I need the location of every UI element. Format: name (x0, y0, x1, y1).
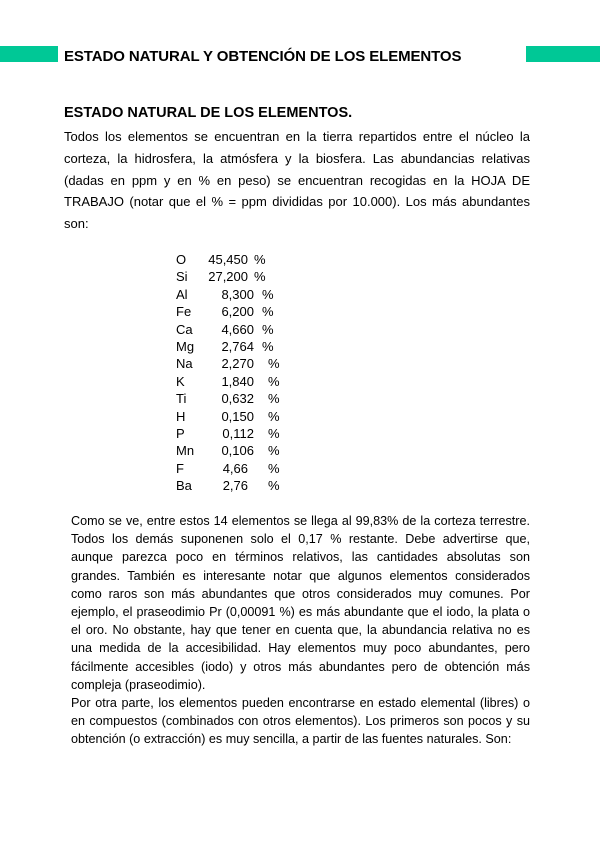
element-symbol: H (176, 408, 186, 424)
element-row (176, 251, 280, 268)
element-value: 2,270 (221, 356, 254, 372)
element-value: 2,764 (221, 339, 254, 355)
body-text (71, 512, 530, 749)
element-row (176, 460, 280, 477)
element-unit: % (268, 443, 280, 459)
element-abundance-list (176, 251, 280, 495)
element-value: 0,150 (221, 408, 254, 424)
element-unit: % (262, 339, 274, 355)
header-accent-bar-left (0, 46, 58, 62)
element-unit: % (268, 356, 280, 372)
element-value: 6,200 (221, 304, 254, 320)
element-symbol: Ti (176, 391, 187, 407)
element-row (176, 268, 280, 285)
element-row (176, 408, 280, 425)
paragraph: Como se ve, entre estos 14 elementos se llega al 99,83% de la corteza terrestre. Todos los demás suponenen solo el 0,17 % restante. Debe advertirse que, aunque parezca poco en términos relativos, las cantidades absolutas son grandes. También es interesante notar que algunos elementos considerados como raros son más abundantes que otros considerados muy comunes. Por ejemplo, el praseodimio Pr (0,00091 %) es más abundante que el iodo, la plata o el oro. No obstante, hay que tener en cuenta que, la abundancia relativa no es una medida de la accesibilidad. Hay elementos muy poco abundantes, pero fácilmente accesibles (iodo) y otros más abundantes pero de obtención más compleja (praseodimio). (71, 514, 530, 692)
element-unit: % (262, 321, 274, 337)
element-row (176, 373, 280, 390)
element-symbol: O (176, 252, 187, 267)
element-unit: % (268, 460, 280, 476)
element-row (176, 425, 280, 442)
element-symbol: Fe (176, 304, 192, 320)
element-unit: % (262, 286, 274, 302)
element-row (176, 390, 280, 407)
element-symbol: Al (176, 286, 188, 302)
paragraph: Por otra parte, los elementos pueden encontrarse en estado elemental (libres) o en compuestos (combinados con otros elementos). Los primeros son pocos y su obtención (o extracción) es muy sencilla, a partir de las fuentes naturales. Son: (71, 696, 530, 747)
element-value: 4,660 (221, 321, 254, 337)
element-unit: % (262, 304, 274, 320)
page-title: ESTADO NATURAL Y OBTENCIÓN DE LOS ELEMENTOS (64, 48, 462, 65)
element-row (176, 338, 280, 355)
element-symbol: K (176, 373, 185, 389)
element-value: 8,300 (221, 286, 254, 302)
header-accent-bar-right (526, 46, 600, 62)
element-value: 45,450 (208, 252, 248, 267)
element-symbol: Mn (176, 443, 195, 459)
element-value: 4,66 (222, 460, 248, 476)
element-unit: % (268, 408, 280, 424)
element-value: 0,112 (222, 426, 254, 442)
element-value: 1,840 (221, 373, 254, 389)
element-row (176, 442, 280, 459)
element-value: 2,76 (222, 478, 248, 494)
element-symbol: Mg (176, 339, 195, 355)
element-value: 0,106 (221, 443, 254, 459)
intro-paragraph: Todos los elementos se encuentran en la tierra repartidos entre el núcleo la corteza, la hidrosfera, la atmósfera y la biosfera. Las abundancias relativas (dadas en ppm y en % en peso) se encuentran recogidas en la HOJA DE TRABAJO (notar que el % = ppm divididas por 10.000). Los más abundantes son: (64, 129, 530, 232)
element-symbol: Ca (176, 321, 193, 337)
element-row (176, 355, 280, 372)
section-title: ESTADO NATURAL DE LOS ELEMENTOS. (64, 105, 353, 121)
element-unit: % (268, 391, 280, 407)
element-symbol: P (176, 426, 185, 442)
element-unit: % (268, 373, 280, 389)
element-unit: % (254, 269, 266, 285)
element-value: 27,200 (208, 269, 248, 285)
element-row (176, 321, 280, 338)
element-unit: % (268, 478, 280, 494)
element-row (176, 286, 280, 303)
element-symbol: F (176, 460, 184, 476)
element-row (176, 477, 280, 494)
element-symbol: Na (176, 356, 193, 372)
element-row (176, 303, 280, 320)
element-symbol: Si (176, 269, 188, 285)
element-unit: % (268, 426, 280, 442)
element-symbol: Ba (176, 478, 192, 494)
element-unit: % (254, 252, 266, 267)
element-value: 0,632 (221, 391, 254, 407)
